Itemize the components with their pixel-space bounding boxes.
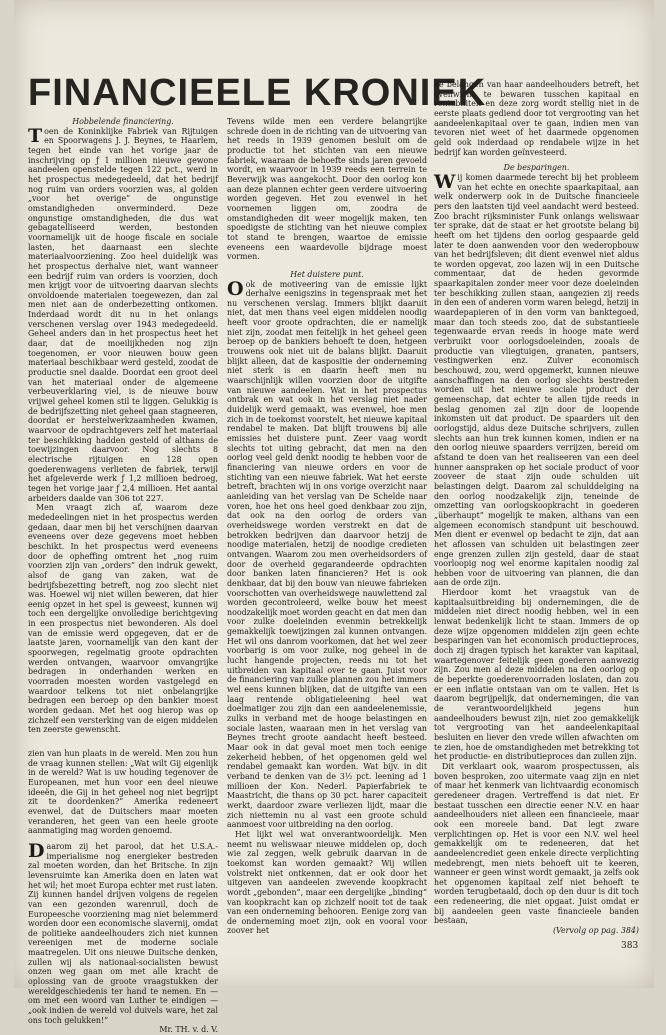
paragraph-usa-imperialism-text: aarom zij het parool, dat het U.S.A.-imperialisme nog energieker bestreden zal moeten worden, dan het Britsche. In zijn levensruimte kan Amerika doen en laten wat het wil; het moet Europa echter met rust laten. Zij kunnen handel drijven volgens de regelen van een gezonden warenruil, doch de Europeesche voorziening mag niet belemmerd worden door een economische slavernij, omdat de politieke aandeelhouders zich niet kunnen vereenigen met de moderne sociale maatregelen. Uit ons nieuwe Duitsche denken, zullen wij als nationaal-socialisten bewust onzen weg gaan om met alle kracht de oplossing van de groote vraagstukken der wereldgeschiedenis ter hand te nemen. En — om met een woord van Luther te eindigen — „ook indien de wereld vol duivels ware, het zal ons toch gelukken!” bbox=[28, 841, 218, 1025]
author-signature: Mr. TH. v. d. V. bbox=[159, 1025, 218, 1035]
column-right bbox=[434, 80, 639, 935]
section-heading-duistere: Het duistere punt. bbox=[290, 269, 364, 279]
paragraph-prospectus-vague: Dit verklaart ook, waarom prospectussen, als boven besproken, zoo uitermate vaag zijn en niet of maar het kenmerk van lichtvaardig economisch geredeneer dragen. Vertreffend is dat niet. Er bestaat tusschen een directie eener N.V. en haar aandeelhouders niet alleen een financieele, maar ook een moreele band. Dat legt zware verplichtingen op. Het is voor een N.V. wel heel gemakkelijk om te redeneeren, dat het aandeelencrediet geen enkele directe verplichting medebrengt, men niets behoeft uit te keeren, wanneer er geen winst wordt gemaakt, ja zelfs ook het opgenomen kapitaal zelf niet behoeft te worden terugbetaald, doch op den duur is dit toch een redeneering, die niet opgaat. Juist omdat er bij aandeelen geen vaste financieele banden bestaan, bbox=[434, 761, 639, 926]
paragraph-savings bbox=[434, 170, 639, 588]
dropcap-d: D bbox=[28, 839, 45, 862]
dropcap-o: O bbox=[227, 277, 244, 300]
dropcap-w: W bbox=[434, 170, 456, 193]
paragraph-capital-expansion: Hierdoor komt het vraagstuk van de kapitaalsuitbreiding bij ondernemingen, die de middelen niet direct noodig hebben, wel in een lenwat bedenkelijk licht te staan. Immers de op deze wijze opgenomen middelen zijn geen echte besparingen van het economisch productieproces, doch zij dragen typisch het karakter van kapitaal, waartegenover feitelijk geen goederen aanwezig zijn. Zou men al deze middelen na den oorlog op de beperkte goederenvoorraden loslaten, dan zou er een inflatie ontstaan van om te vallen. Het is daarom begrijpelijk, dat ondernemingen, die van de verantwoordelijkheid jegens hun aandeelhouders bewust zijn, niet zoo gemakkelijk tot vergrooting van het aandeelenkapitaal besluiten en liever den vrede willen afwachten om te zien, hoe de omstandigheden met betrekking tot het productie- en distributieproces dan zullen zijn. bbox=[434, 588, 639, 762]
masthead-title: FINANCIEELE KRONIEK bbox=[28, 72, 487, 114]
column-left bbox=[28, 117, 218, 1035]
column-break bbox=[28, 735, 218, 749]
paragraph-new-factory: Tevens wilde men een verdere belangrijke schrede doen in de richting van de uitvoering van het reeds in 1939 genomen besluit om de productie tot het stichten van een nieuwe fabriek, waaraan de behoefte sinds jaren gevoeld wordt, en waarvoor in 1939 reeds een terrein te Beverwijk was aangekocht. Door den oorlog kon aan deze plannen echter geen verdere uitvoering worden gegeven. Het zou evenwel in het voornemen liggen om, zoodra de omstandigheden dit weer mogelijk maken, ten spoedigste de stichting van het nieuwe complex tot stand te brengen, waartoe de emissie eveneens een waardevolle bijdrage moest vormen. bbox=[227, 117, 427, 262]
paragraph-shareholder-balance: de belangen van haar aandeelhouders betreft, het evenwicht te bewaren tusschen kapitaal en rentabiliteit en deze zorg wordt stellig niet in de eerste plaats gediend door tot vergrooting van het aandeelenkapitaal over te gaan, indien men van tevoren niet weet of het daarmede opgenomen geld ook inderdaad op rendabele wijze in het bedrijf kan worden geïnvesteerd. bbox=[434, 80, 639, 157]
column-middle bbox=[227, 117, 427, 947]
section-heading-besparingen: De besparingen. bbox=[503, 163, 570, 173]
continued-note: (Vervolg op pag. 384) bbox=[552, 926, 639, 936]
paragraph-motivation-text: ok de motiveering van de emissie lijkt derhalve eenigszins in tegenspraak met het nu verschenen verslag. Immers blijkt daaruit niet, dat men thans veel eigen middelen noodig heeft voor groote opdrachten, die er namelijk niet zijn, zoodat men feitelijk in het geheel geen beroep op de bankiers behoeft te doen, hetgeen trouwens ook niet uit de balans blijkt. Daaruit blijkt alleen, dat de kaspositie der onderneming niet sterk is en daarin heeft men nu waarschijnlijk willen voorzien door de uitgifte van nieuwe aandeelen. Wat in het prospectus ontbrak en wat ook in het verslag niet nader duidelijk werd gemaakt, was evenwel, hoe men zich in de toekomst voorstelt, het nieuwe kapitaal rendabel te maken. Dat blijft trouwens bij alle emissies het duistere punt. Zeer vaag wordt slechts tot uiting gebracht, dat men na den oorlog veel geld denkt noodig te hebben voor de financiering van nieuwe orders en voor de stichting van een nieuwe fabriek. Wat het eerste betreft, brachten wij in ons vorige overzicht naar aanleiding van het verslag van De Schelde naar voren, hoe het ons heel goed denkbaar zou zijn, dat ook na den oorlog de orders van overheidswege worden verstrekt en dat de betrokken bedrijven dan daarvoor hetzij de noodige materialen, hetzij de noodige credieten ontvangen. Waarom zou men overheidsorders of door de overheid gegarandeerde opdrachten door banken laten financieren? Het is ook denkbaar, dat bij den bouw van nieuwe fabrieken voorschotten van overheidswege nauwlettend zal worden gecontroleerd, welke bouw het meest noodzakelijk moet worden geacht en dat men dan voor zulke doeleinden evenmin betrekkelijk gemakkelijk toewijzingen zal kunnen ontvangen. Het wil ons danrom voorkomen, dat het wel zeer voorbarig is om voor zulke, nog geheel in de lucht hangende projecten, reeds nu tot het uitbreiden van kapitaal over te gaan. Juist voor de financiering van zulke plannen zou het immers wel eens kunnen blijken, dat de uitgifte van een laag rentende obligatieleening heel wat doelmatiger zou zijn dan een aandeelenemissie, zulks in verband met de hooge belastingen en sociale lasten, waaraan men in het verslag van Beynes trecht groote aandacht heeft besteed. Maar ook in dat geval moet men toch eenige zekerheid hebben, of het opgenomen geld wel rendabel gemaakt kan worden. Wat bijv. in dit verband te denken van de 3½ pct. leening ad 1 millioen der Kon. Nederl. Papierfabriek te Maastricht, die thans op 30 pct. harer capaciteit werkt, daardoor zware verliezen lijdt, maar die zich niettemin nu al vast een groote schuld aanmoest voor uitbreiding na den oorlog. bbox=[227, 279, 427, 830]
paragraph-usa-imperialism bbox=[28, 839, 218, 1025]
page-number: 383 bbox=[621, 941, 639, 951]
paragraph-beynes-intro-text: oen de Koninklijke Fabriek van Rijtuigen en Spoorwagens J. J. Beynes, te Haarlem, tegen het einde van het vorige jaar de inschrijving op ƒ 1 millioen nieuwe gewone aandeelen openstelde tegen 122 pct., werd in het prospectus medegedeeld, dat het bedrijf nog ruim van orders voorzien was, al golden „voor het overige” de ongunstige omstandigheden onverminderd. Deze ongunstige omstandigheden, die dus wat gebagatelliseerd werden, bestonden voornamelijk uit de hooge fiscale en sociale lasten, het daarnaast een slechte materiaalvoorziening. Zoo heel duidelijk was het prospectus derhalve niet, want wanneer een bedrijf ruim van orders is voorzien, doch men krijgt voor de uitvoering daarvan slechts onvoldoende materialen toegewezen, dan zal men niet aan de onderbezetting ontkomen. Inderdaad wordt dit nu in het onlangs verschenen verslag over 1943 medegedeeld. Geheel anders dan in het prospectus heet het daar, dat de moeilijkheden nog zijn toegenomen, er voor nieuwen bouw geen materiaal beschikbaar werd gesteld, zoodat de productie snel daalde. Doordat een groot deel van het materiaal onder de algemeene verbeuverklaring viel, is de nieuwe bouw vrijwel geheel komen stil te liggen. Gelukkig is de bedrijfszetting niet geheel gaan stagneeren, doordat er herstelwerkzaamheden kwamen, waarvoor de opdrachtgevers zelf het materiaal ter beschikking hadden gesteld of althans de toewijzingen daarvoor. Nog slechts 8 electrische rijtuigen en 128 open goederenwagens verlieten de fabriek, terwijl het afgeleverde werk ƒ 1,2 millioen bedroeg, tegen het vorige jaar ƒ 2,4 millioen. Het aantal arbeiders daalde van 306 tot 227. bbox=[28, 126, 218, 503]
paragraph-beynes-intro bbox=[28, 124, 218, 504]
paragraph-irresponsible: Het lijkt wel wat onverantwoordelijk. Men neemt nu weliswaar nieuwe middelen op, doch wie zal zeggen, welk gebruik daarvan in de toekomst kan worden gemaakt? Wij willen volstrekt niet ontkennen, dat er ook door het uitgeven van aandeelen zwevende koopkracht wordt „gebonden”, maar een dergelijke „binding” van koopkracht kan op zichzelf nooit tot de taak van een onderneming behooren. Eenige zorg van de onderneming moet zijn, ook en vooral voor zoover het bbox=[227, 829, 427, 936]
paragraph-world-place: zien van hun plaats in de wereld. Men zou hun de vraag kunnen stellen: „Wat wilt Gij eigenlijk in de wereld? Wat is uw houding tegenover de Europeanen, met hun voor een deel nieuwe ideeën, die Gij in het geheel nog niet begrijpt zit te doordenken?” Amerika redeneert evenwel, dat de Duitschers maar moeten veranderen, het geen van een heele groote aanmatiging mag worden genoemd. bbox=[28, 749, 218, 836]
dropcap-t: T bbox=[28, 124, 43, 147]
paragraph-savings-text: ij komen daarmede terecht bij het probleem van het echte en onechte spaarkapitaal, aan welk onderwerp ook in de Duitsche financieele pers den laatsten tijd veel aandacht werd besteed. Zoo bracht rijksminister Funk onlangs weliswaar ter sprake, dat de staat er het grootste belang bij heeft om het tijdens den oorlog gespaarde geld later te doen aanwenden voor den wederopbouw van het bedrijfsleven; dit dient evenwel niet aldus te worden opgevat, zoo lazen wij in een Duitsche commentaar, dat de heden gevormde spaarkapitalen zonder meer voor deze doeleinden ter beschikking zullen staan, aangezien zij reeds in den een of anderen vorm waren belegd, hetzij in waardepapieren of in den vorm van banktegoed, maar dan toch steeds zoo, dat de substantieele tegenwaarde ervan reeds in hooge mate werd verbruikt voor oorlogsdoeleinden, zooals de productie van vliegtuigen, granaten, pantsers, vestingwerken enz. Zuiver economisch beschouwd, zou, werd opgemerkt, kunnen nieuwe aanschaffingen na den oorlog slechts bestreden worden uit het nieuwe sociale product der gemeenschap, dat echter te allen tijde reeds in beslag genomen zal zijn door de loopende inkomsten uit dat product. De spaarders uit den oorlogstijd, aldus deze Duitsche schrijvers, zullen slechts aan hun trek kunnen komen, indien er na den oorlog nieuwe spaarders verrijzen, bereid om afstand te doen van het realiseeren van een deel hunner aanspraken op het sociale product of voor zooveer de staat zijn oude schulden uit belastingen delgt. Daarom zal schulddelging na den oorlog noodzakelijk zijn, teneinde de omzetting van oorlogskoopkracht in goederen „überhaupt” mogelijk te maken, althans van een algemeen economisch standpunt uit beschouwd. Men dient er evenwel op bedacht te zijn, dat aan het aflossen van schulden uit belastingen zeer enge grenzen zullen zijn gesteld, daar de staat voorloopig nog wel enorme kapitalen noodig zal hebben voor de uitvoering van plannen, die dan aan de orde zijn. bbox=[434, 172, 639, 588]
paragraph-motivation bbox=[227, 277, 427, 830]
paragraph-beynes-question: Men vraagt zich af, waarom deze mededeelingen niet in het prospectus werden gedaan, daar men bij het verschijnen daarvan eveneens over deze gegevens moet hebben beschikt. In het prospectus werd eveneens door de opheffing omtrent het „nog ruim voorzien zijn van „orders” den indruk gewekt, alsof de gang van zaken, wat de bedrijfsbezetting betreft, nog zoo slecht niet was. Hoewel wij niet willen beweren, dat hier eenig opzet in het spel is geweest, kunnen wij toch een dergelijke onvolledige berichtgeving in een prospectus niet bewonderen. Als doel van de emissie werd opgegeven, dat er de laatste jaren, voornamelijk van den kant der spoorwegen, regelmatig groote opdrachten werden ontvangen, waarvoor omvangrijke bedragen in onderhanden werken en voorraden moesten worden vastgelegd en waardoor telkens tot niet onbelangrijke bedragen een beroep op den bankier moest worden gedaan. Met het oog hierop was op zichzelf een versterking van de eigen middelen ten zeerste gewenscht. bbox=[28, 503, 218, 735]
magazine-page bbox=[14, 0, 654, 1035]
section-heading-hobbelende: Hobbelende financiering. bbox=[72, 117, 174, 126]
